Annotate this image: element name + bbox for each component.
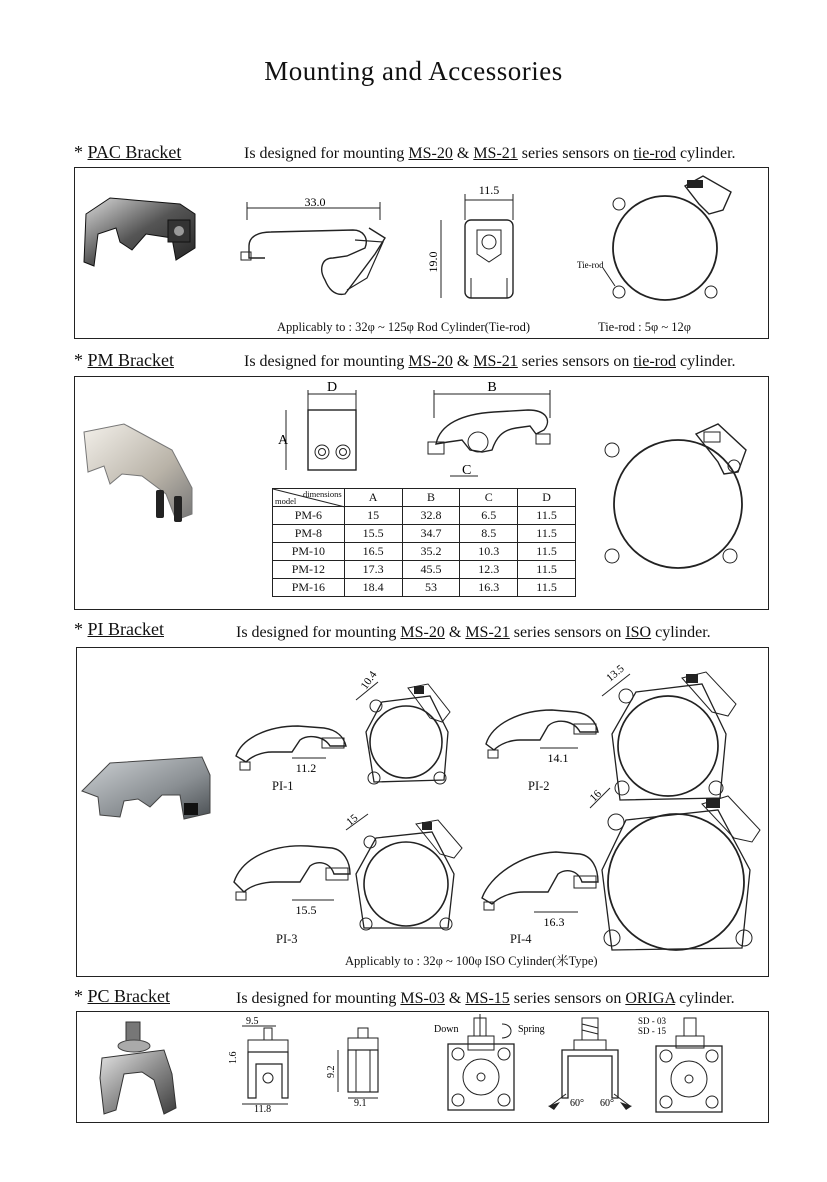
table-row: PM-6 15 32.8 6.5 11.5 — [273, 507, 576, 525]
pi-name: PI Bracket — [87, 619, 164, 639]
pi3-cylinder-drawing — [340, 810, 468, 935]
pi2-label: PI-2 — [528, 779, 550, 793]
pac-name: PAC Bracket — [87, 142, 182, 162]
pm-col-a: A — [344, 489, 402, 507]
pm-col-c: C — [460, 489, 518, 507]
pm-col-d: D — [518, 489, 576, 507]
pc-sd1: SD - 03 — [638, 1016, 667, 1026]
pi3-angle-dim: 15 — [344, 812, 361, 829]
pc-angle2: 60° — [600, 1098, 614, 1109]
pi1-cylinder-drawing — [352, 669, 467, 794]
table-row: PM-10 16.5 35.2 10.3 11.5 — [273, 543, 576, 561]
page-title: Mounting and Accessories — [264, 56, 563, 86]
pi1-label: PI-1 — [272, 779, 294, 793]
pm-end-drawing — [268, 380, 368, 480]
pac-description: Is designed for mounting MS-20 & MS-21 series sensors on tie-rod cylinder. — [244, 145, 736, 162]
pi2-side-drawing — [478, 702, 608, 782]
pi-description: Is designed for mounting MS-20 & MS-21 series sensors on ISO cylinder. — [236, 624, 711, 641]
pac-length-dim: 33.0 — [304, 195, 326, 209]
pc-angle-drawing — [540, 1014, 640, 1114]
pm-table-header — [273, 489, 576, 507]
pc-dim-bottom: 11.8 — [254, 1104, 272, 1115]
pc-sd2: SD - 15 — [638, 1026, 667, 1036]
pi4-angle-dim: 16 — [587, 787, 604, 805]
pm-col-b: B — [402, 489, 460, 507]
pc-description: Is designed for mounting MS-03 & MS-15 series sensors on ORIGA cylinder. — [236, 990, 735, 1007]
pm-label-c: C — [462, 463, 472, 478]
pac-applicable: Applicably to : 32φ ~ 125φ Rod Cylinder(Tie-rod) — [277, 320, 531, 334]
pc-photo — [90, 1018, 185, 1118]
pi-heading: * PI Bracket — [74, 619, 164, 639]
pm-heading: * PM Bracket — [74, 350, 174, 370]
pc-front-drawing — [226, 1014, 298, 1115]
pc-dim-top: 9.5 — [246, 1016, 259, 1027]
pm-description: Is designed for mounting MS-20 & MS-21 series sensors on tie-rod cylinder. — [244, 353, 736, 370]
pi1-dim: 11.2 — [295, 761, 317, 775]
pi4-dim: 16.3 — [543, 915, 565, 929]
pac-photo — [80, 190, 205, 280]
pc-dim-height: 9.2 — [326, 1065, 337, 1078]
pi1-angle-dim: 10.4 — [358, 669, 380, 692]
pi4-label: PI-4 — [510, 932, 532, 946]
pac-tierod-range: Tie-rod : 5φ ~ 12φ — [598, 320, 691, 334]
pac-front-drawing — [425, 180, 525, 305]
pi3-label: PI-3 — [276, 932, 298, 946]
pm-dimension-table — [272, 488, 576, 597]
pc-dim-side: 1.6 — [228, 1051, 239, 1064]
pm-name: PM Bracket — [87, 350, 174, 370]
pac-height-dim: 19.0 — [426, 251, 440, 273]
pi-photo — [80, 755, 220, 835]
pm-label-d: D — [326, 380, 338, 395]
pm-side-drawing — [418, 378, 568, 483]
pi2-dim: 14.1 — [547, 751, 569, 765]
pac-tierod-label: Tie-rod — [577, 260, 604, 270]
pi3-dim: 15.5 — [295, 903, 317, 917]
pm-label-b: B — [487, 380, 497, 395]
pc-heading: * PC Bracket — [74, 986, 170, 1006]
pac-cylinder-drawing — [575, 172, 740, 307]
pac-width-dim: 11.5 — [478, 183, 500, 197]
pc-sd-drawing — [636, 1014, 746, 1114]
pm-label-a: A — [278, 433, 289, 448]
pc-cylinder-drawing — [430, 1014, 545, 1114]
pi-applicable: Applicably to : 32φ ~ 100φ ISO Cylinder(米Type) — [345, 954, 598, 968]
table-row: PM-8 15.5 34.7 8.5 11.5 — [273, 525, 576, 543]
pi4-cylinder-drawing — [582, 780, 767, 960]
pc-dim-width: 9.1 — [354, 1098, 367, 1109]
pc-spring-label: Spring — [518, 1024, 545, 1035]
pc-angle1: 60° — [570, 1098, 584, 1109]
pi2-angle-dim: 13.5 — [604, 662, 627, 685]
pm-cylinder-drawing — [600, 420, 760, 580]
pc-side-drawing — [320, 1026, 390, 1108]
pc-down-label: Down — [434, 1024, 459, 1035]
pac-heading: * PAC Bracket — [74, 142, 182, 162]
pac-side-drawing — [235, 195, 395, 308]
pc-name: PC Bracket — [87, 986, 170, 1006]
table-row: PM-12 17.3 45.5 12.3 11.5 — [273, 561, 576, 579]
pm-photo — [80, 420, 200, 530]
pm-table-corner: dimensions model — [273, 489, 345, 507]
table-row: PM-16 18.4 53 16.3 11.5 — [273, 579, 576, 597]
